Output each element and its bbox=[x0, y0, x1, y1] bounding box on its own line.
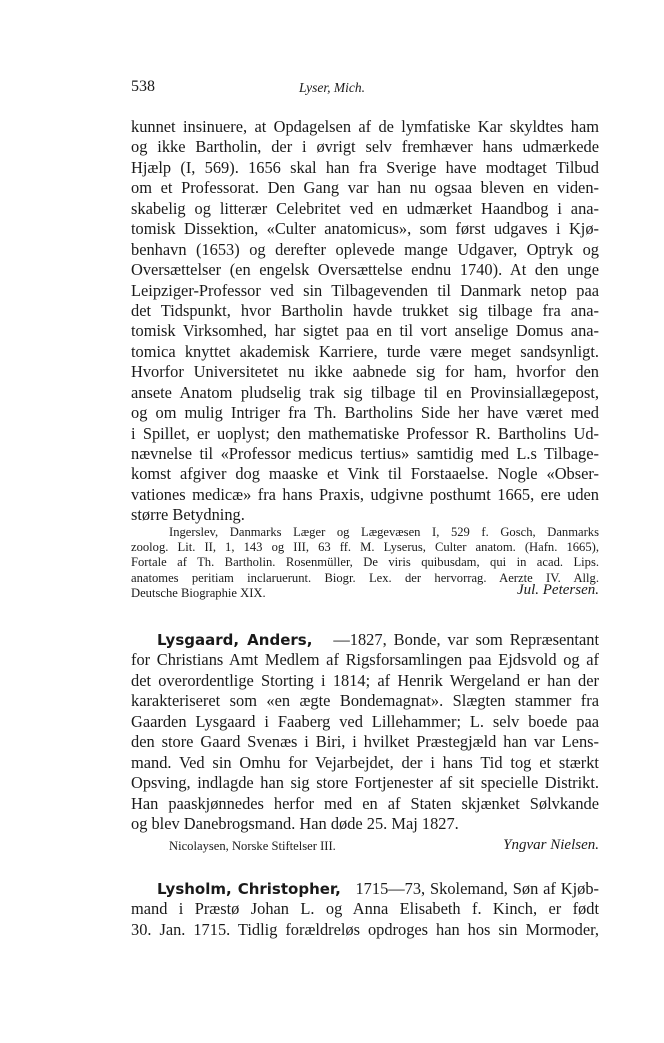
text-line: Hvorfor Universitetet nu ikke aabnede sig for ham, hvorfor den bbox=[131, 362, 599, 382]
entry-headword: Lysholm, Christopher, bbox=[157, 880, 341, 898]
text-line: Gaarden Lysgaard i Faaberg ved Lillehammer; L. selv boede paa bbox=[131, 711, 599, 731]
text-line: 30. Jan. 1715. Tidlig forældreløs opdroges han hos sin Mormoder, bbox=[131, 919, 599, 939]
reference-line: Fortale af Th. Bartholin. Rosenmüller, De viris quibusdam, qui in acad. Lips. bbox=[131, 555, 599, 570]
text-line: vationes medicæ» fra hans Praxis, udgivne posthumt 1665, ere uden bbox=[131, 484, 599, 504]
text-line: Han paaskjønnedes herfor med en af Staten skjænket Sølvkande bbox=[131, 793, 599, 813]
text-line: Leipziger-Professor ved sin Tilbagevenden til Danmark netop paa bbox=[131, 280, 599, 300]
text-line: tomisk Dissektion, «Culter anatomicus», som først udgaves i Kjø- bbox=[131, 219, 599, 239]
text-line bbox=[131, 879, 599, 899]
reference-line: zoolog. Lit. II, 1, 143 og III, 63 ff. M. Lyserus, Culter anatom. (Hafn. 1665), bbox=[131, 540, 599, 555]
text-line: mand i Præstø Johan L. og Anna Elisabeth f. Kinch, er født bbox=[131, 899, 599, 919]
text-line: og blev Danebrogsmand. Han døde 25. Maj 1827. bbox=[131, 813, 459, 833]
text-line: det Tidspunkt, hvor Bartholin havde trukket sig tilbage fra ana- bbox=[131, 300, 599, 320]
text-line: tomisk Virksomhed, har sigtet paa en til vort anselige Domus ana- bbox=[131, 321, 599, 341]
text-line: skabelig og litterær Celebritet ved en udmærket Haandbog i ana- bbox=[131, 198, 599, 218]
text-line: karakteriseret som «en ægte Bondemagnat». Slægten stammer fra bbox=[131, 691, 599, 711]
text-line: det overordentlige Storting i 1814; af Henrik Wergeland er han der bbox=[131, 670, 599, 690]
reference-line: Nicolaysen, Norske Stiftelser III. bbox=[169, 839, 336, 853]
text-line: den store Gaard Svenæs i Biri, i hvilket Præstegjæld han var Lens- bbox=[131, 732, 599, 752]
reference-line: anatomes peritiam inclaruerunt. Biogr. Lex. der hervorrag. Aerzte IV. Allg. bbox=[131, 570, 599, 585]
entry-lysholm-body bbox=[131, 879, 599, 940]
reference-line: Ingerslev, Danmarks Læger og Lægevæsen I, 529 f. Gosch, Danmarks bbox=[169, 525, 599, 539]
page-number: 538 bbox=[131, 78, 155, 95]
text-line: og om mulig Intriger fra Th. Bartholins Side her have været med bbox=[131, 403, 599, 423]
entry-lyser-body bbox=[131, 117, 599, 526]
author-signature: Yngvar Nielsen. bbox=[503, 837, 599, 853]
entry-headword: Lysgaard, Anders, bbox=[157, 631, 313, 649]
reference-line: Deutsche Biographie XIX. bbox=[131, 585, 266, 600]
text-line: Oversættelser (en engelsk Oversættelse endnu 1740). At den unge bbox=[131, 260, 599, 280]
text-line: mand. Ved sin Omhu for Vejarbejdet, der i hans Tid tog et stærkt bbox=[131, 752, 599, 772]
text-line: større Betydning. bbox=[131, 505, 245, 525]
text-line: Hjælp (I, 569). 1656 skal han fra Sverige have modtaget Tilbud bbox=[131, 157, 599, 177]
running-head: Lyser, Mich. bbox=[299, 80, 365, 95]
text-line: tomica knyttet akademisk Karriere, turde være meget sandsynligt. bbox=[131, 341, 599, 361]
text-line: nævnelse til «Professor medicus tertius» samtidig med L.s Tilbage- bbox=[131, 444, 599, 463]
text-line: for Christians Amt Medlem af Rigsforsamlingen paa Ejdsvold og af bbox=[131, 650, 599, 670]
entry-lysgaard-body bbox=[131, 630, 599, 834]
text-line: komst afgiver dog maaske et Vink til Forstaaelse. Nogle «Obser- bbox=[131, 464, 599, 484]
line-text: 1715—73, Skolemand, Søn af Kjøb- bbox=[355, 879, 599, 898]
text-line: om et Professorat. Den Gang var han nu ogsaa bleven en viden- bbox=[131, 178, 599, 198]
text-line bbox=[131, 630, 599, 650]
text-line: kunnet insinuere, at Opdagelsen af de lymfatiske Kar skyldtes ham bbox=[131, 117, 599, 136]
text-line: ansete Anatom pludselig trak sig tilbage til en Provinsiallægepost, bbox=[131, 382, 599, 402]
text-line: Opsving, indlagde han sig store Fortjenester af sit specielle Distrikt. bbox=[131, 773, 599, 793]
text-line: og ikke Bartholin, der i øvrigt selv fremhæver hans udmærkede bbox=[131, 137, 599, 157]
author-signature: Jul. Petersen. bbox=[516, 582, 599, 598]
text-line: benhavn (1653) og derefter oplevede mange Udgaver, Optryk og bbox=[131, 239, 599, 259]
line-text: —1827, Bonde, var som Repræsentant bbox=[333, 630, 599, 649]
text-line: i Spillet, er uoplyst; den mathematiske Professor R. Bartholins Ud- bbox=[131, 423, 599, 443]
